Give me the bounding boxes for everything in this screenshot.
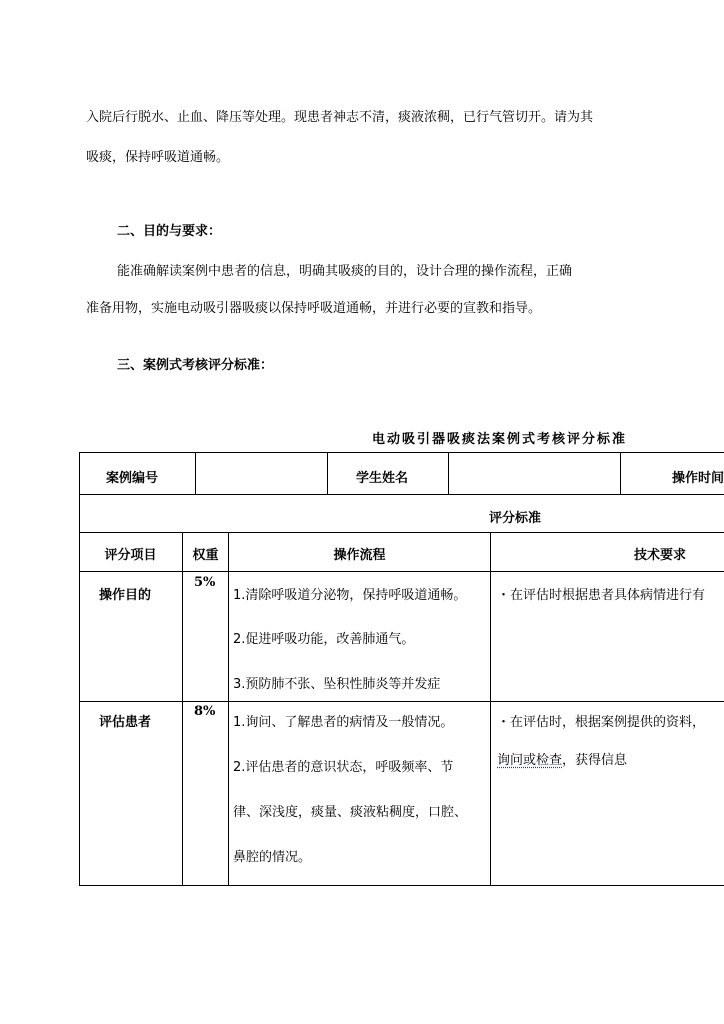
operation-time-label: 操作时间 bbox=[672, 471, 724, 486]
header-tech: 技术要求 bbox=[634, 548, 687, 563]
header-weight: 权重 bbox=[192, 548, 219, 563]
row-1-process-3: 3.预防肺不张、坠积性肺炎等并发症 bbox=[233, 677, 441, 692]
section-2-line-1: 能准确解读案例中患者的信息，明确其吸痰的目的，设计合理的操作流程，正确 bbox=[117, 264, 573, 279]
table-grid bbox=[79, 452, 724, 886]
table-title: 电动吸引器吸痰法案例式考核评分标准 bbox=[372, 432, 628, 447]
row-2-tech-underlined: 询问或检查 bbox=[497, 753, 563, 768]
row-2-item: 评估患者 bbox=[99, 715, 152, 730]
case-number-label: 案例编号 bbox=[106, 471, 159, 486]
section-2-heading: 二、目的与要求： bbox=[117, 224, 222, 239]
intro-line-1: 入院后行脱水、止血、降压等处理。现患者神志不清，痰液浓稠，已行气管切开。请为其 bbox=[86, 110, 594, 125]
header-item: 评分项目 bbox=[104, 548, 157, 563]
row-1-tech-1: ・在评估时根据患者具体病情进行有 bbox=[497, 588, 706, 603]
row-2-tech-rest: ，获得信息 bbox=[562, 753, 628, 768]
row-2-tech-2 bbox=[497, 749, 627, 768]
row-2-tech-1: ・在评估时，根据案例提供的资料， bbox=[497, 715, 706, 730]
row-2-process-2: 2.评估患者的意识状态，呼吸频率、节 bbox=[233, 760, 454, 775]
student-name-label: 学生姓名 bbox=[356, 471, 409, 486]
scoring-table bbox=[79, 452, 724, 886]
row-2-process-1: 1.询问、了解患者的病情及一般情况。 bbox=[233, 715, 454, 730]
intro-line-2: 吸痰，保持呼吸道通畅。 bbox=[86, 150, 230, 165]
row-2-process-3: 律、深浅度，痰量、痰液粘稠度，口腔、 bbox=[233, 805, 468, 820]
row-2-process-4: 鼻腔的情况。 bbox=[233, 850, 312, 865]
scoring-standard-label: 评分标准 bbox=[489, 511, 542, 526]
row-1-weight: 5% bbox=[194, 575, 216, 590]
row-1-process-2: 2.促进呼吸功能，改善肺通气。 bbox=[233, 632, 415, 647]
header-process: 操作流程 bbox=[333, 548, 386, 563]
section-3-heading: 三、案例式考核评分标准： bbox=[117, 358, 274, 373]
row-1-process-1: 1.清除呼吸道分泌物，保持呼吸道通畅。 bbox=[233, 588, 467, 603]
row-2-weight: 8% bbox=[194, 704, 216, 719]
row-1-item: 操作目的 bbox=[99, 588, 152, 603]
section-2-line-2: 准备用物，实施电动吸引器吸痰以保持呼吸道通畅，并进行必要的宣教和指导。 bbox=[86, 301, 542, 316]
